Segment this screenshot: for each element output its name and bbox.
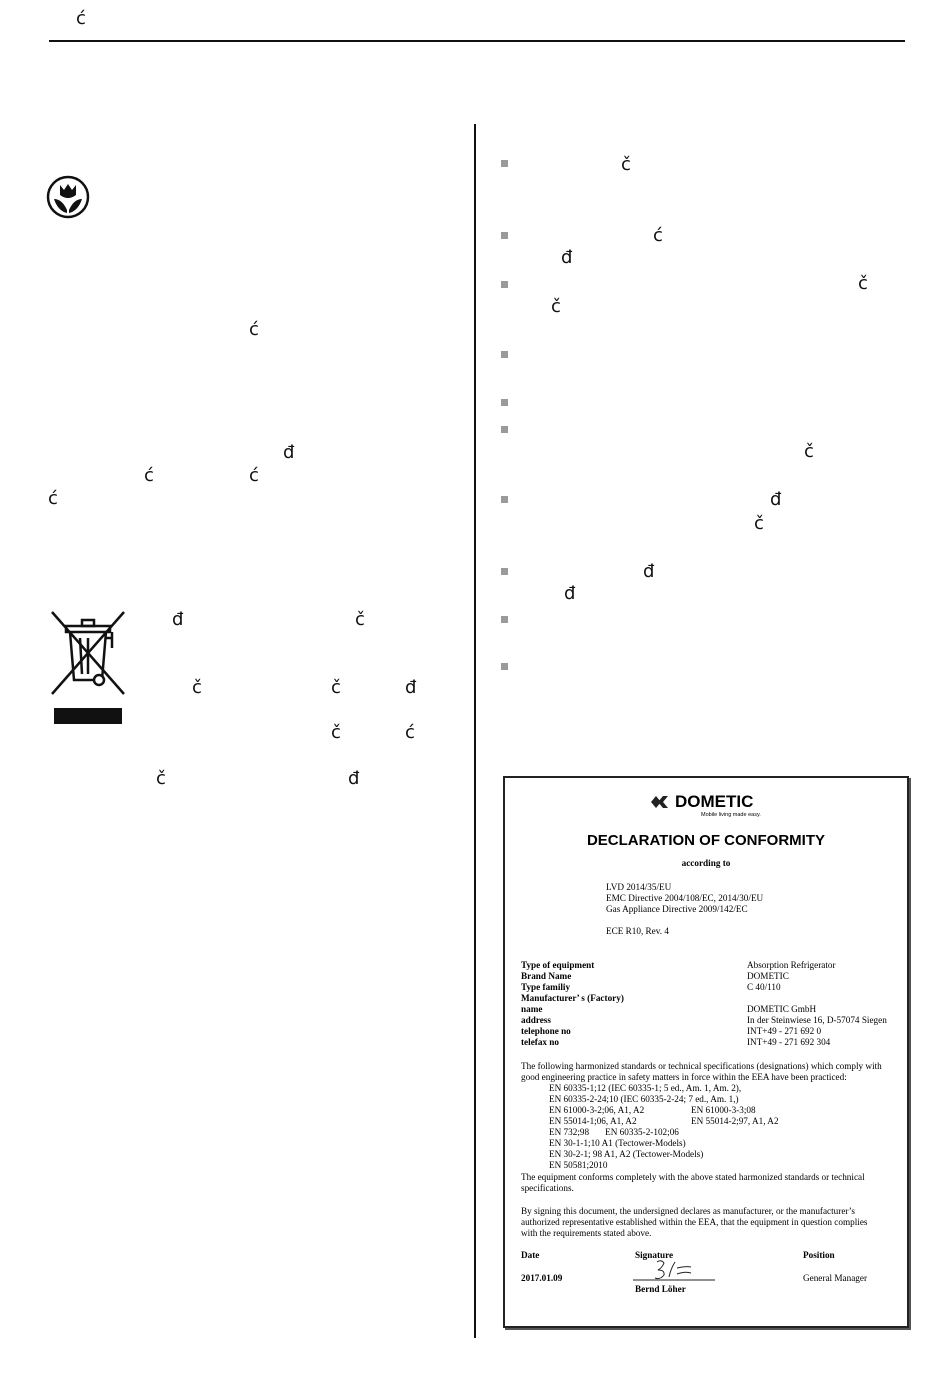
standard-item: EN 55014-2;97, A1, A2 bbox=[691, 1116, 779, 1126]
field-value: DOMETIC bbox=[747, 971, 789, 981]
left-glyph: đ bbox=[283, 442, 295, 463]
conformity-statement: specifications. bbox=[521, 1183, 574, 1193]
weee-bin-icon bbox=[48, 608, 128, 728]
column-divider bbox=[474, 124, 476, 1338]
right-glyph: đ bbox=[564, 583, 576, 604]
bullet-marker bbox=[501, 426, 508, 433]
bullet-marker bbox=[501, 616, 508, 623]
field-label: address bbox=[521, 1015, 551, 1025]
brand-logo-text: DOMETIC bbox=[675, 792, 754, 811]
right-glyph: đ bbox=[561, 247, 573, 268]
left-glyph: ć bbox=[144, 465, 154, 486]
signer-name: Bernd Löher bbox=[635, 1284, 686, 1294]
field-value: INT+49 - 271 692 304 bbox=[747, 1037, 831, 1047]
right-glyph: č bbox=[551, 296, 561, 317]
standard-item: EN 60335-2-24;10 (IEC 60335-2-24; 7 ed., Am. 1,) bbox=[549, 1094, 739, 1104]
signing-statement: authorized representative established within the EEA, that the equipment in question complies bbox=[521, 1217, 868, 1227]
weee-glyph: č bbox=[156, 768, 166, 789]
field-value: INT+49 - 271 692 0 bbox=[747, 1026, 822, 1036]
left-glyph: ć bbox=[249, 465, 259, 486]
field-label: name bbox=[521, 1004, 543, 1014]
date-value: 2017.01.09 bbox=[521, 1273, 563, 1283]
date-label: Date bbox=[521, 1250, 540, 1260]
standard-item: EN 60335-1;12 (IEC 60335-1; 5 ed., Am. 1, Am. 2), bbox=[549, 1083, 742, 1093]
bullet-marker bbox=[501, 281, 508, 288]
ece-line: ECE R10, Rev. 4 bbox=[606, 926, 669, 936]
weee-glyph: ć bbox=[405, 722, 415, 743]
field-label: telephone no bbox=[521, 1026, 571, 1036]
right-glyph: č bbox=[621, 154, 631, 175]
field-label: Brand Name bbox=[521, 971, 572, 981]
certificate-title: DECLARATION OF CONFORMITY bbox=[586, 832, 826, 849]
bullet-marker bbox=[501, 663, 508, 670]
right-glyph: č bbox=[754, 513, 764, 534]
standard-item: EN 50581;2010 bbox=[549, 1160, 608, 1170]
field-label: Manufacturer’ s (Factory) bbox=[521, 993, 624, 1003]
signing-statement: By signing this document, the undersigned declares as manufacturer, or the manufacturer’s bbox=[521, 1206, 855, 1216]
right-glyph: đ bbox=[643, 561, 655, 582]
standard-item: EN 55014-1;06, A1, A2 bbox=[549, 1116, 637, 1126]
weee-glyph: đ bbox=[172, 609, 184, 630]
field-value: DOMETIC GmbH bbox=[747, 1004, 817, 1014]
standard-item: EN 30-2-1; 98 A1, A2 (Tectower-Models) bbox=[549, 1149, 704, 1159]
field-label: Type familiy bbox=[521, 982, 571, 992]
weee-glyph: đ bbox=[348, 768, 360, 789]
right-glyph: č bbox=[804, 441, 814, 462]
directive-line: EMC Directive 2004/108/EC, 2014/30/EU bbox=[606, 893, 764, 903]
directive-line: LVD 2014/35/EU bbox=[606, 882, 672, 892]
left-glyph: ć bbox=[48, 488, 58, 509]
weee-glyph: đ bbox=[405, 677, 417, 698]
position-label: Position bbox=[803, 1250, 835, 1260]
right-glyph: đ bbox=[770, 489, 782, 510]
field-label: Type of equipment bbox=[521, 960, 595, 970]
standard-item: EN 61000-3-2;06, A1, A2 bbox=[549, 1105, 645, 1115]
weee-glyph: č bbox=[331, 677, 341, 698]
field-value: C 40/110 bbox=[747, 982, 781, 992]
weee-glyph: č bbox=[192, 677, 202, 698]
handwritten-signature bbox=[631, 1258, 717, 1284]
signing-statement: with the requirements stated above. bbox=[521, 1228, 652, 1238]
environment-tulip-icon bbox=[46, 175, 90, 219]
standard-item: EN 30-1-1;10 A1 (Tectower-Models) bbox=[549, 1138, 686, 1148]
declaration-certificate bbox=[503, 776, 909, 1328]
standard-item: EN 61000-3-3;08 bbox=[691, 1105, 756, 1115]
field-value: Absorption Refrigerator bbox=[747, 960, 836, 970]
signature-label: Signature bbox=[635, 1250, 674, 1260]
bullet-marker bbox=[501, 351, 508, 358]
brand-tagline: Mobile living made easy. bbox=[701, 812, 761, 818]
bullet-marker bbox=[501, 160, 508, 167]
dometic-logo-icon bbox=[651, 796, 673, 808]
field-label: telefax no bbox=[521, 1037, 560, 1047]
conformity-statement: The equipment conforms completely with the above stated harmonized standards or technical bbox=[521, 1172, 865, 1182]
bullet-marker bbox=[501, 568, 508, 575]
bullet-marker bbox=[501, 399, 508, 406]
directive-line: Gas Appliance Directive 2009/142/EC bbox=[606, 904, 748, 914]
standards-intro: good engineering practice in safety matters in force within the EEA have been practiced: bbox=[521, 1072, 847, 1082]
bullet-marker bbox=[501, 496, 508, 503]
standard-item: EN 732;98 EN 60335-2-102;06 bbox=[549, 1127, 679, 1137]
field-value: In der Steinwiese 16, D-57074 Siegen bbox=[747, 1015, 887, 1025]
standards-intro: The following harmonized standards or technical specifications (designations) which comply with bbox=[521, 1061, 882, 1071]
header-char: ć bbox=[76, 8, 86, 29]
position-value: General Manager bbox=[803, 1273, 868, 1283]
header-rule bbox=[49, 40, 905, 42]
right-glyph: č bbox=[858, 273, 868, 294]
weee-glyph: č bbox=[355, 609, 365, 630]
according-to: according to bbox=[681, 858, 731, 868]
right-glyph: ć bbox=[653, 225, 663, 246]
bullet-marker bbox=[501, 232, 508, 239]
left-glyph: ć bbox=[249, 319, 259, 340]
weee-glyph: č bbox=[331, 722, 341, 743]
